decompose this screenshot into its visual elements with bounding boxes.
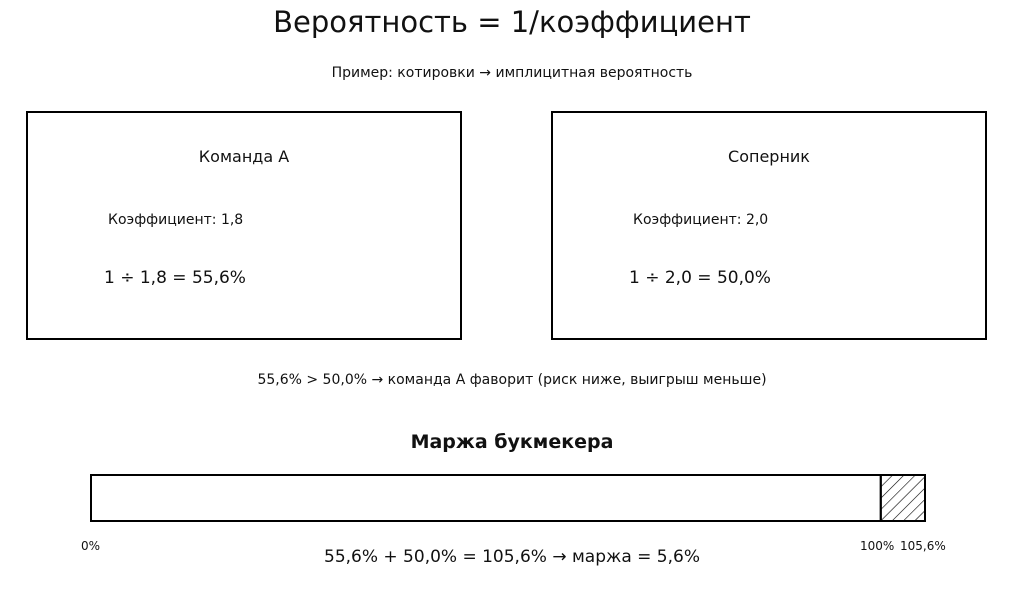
team-a-odds: Коэффициент: 1,8 [108, 212, 244, 228]
team-a-card [26, 111, 462, 340]
margin-formula: 55,6% + 50,0% = 105,6% → маржа = 5,6% [324, 547, 700, 567]
comparison-note: 55,6% > 50,0% → команда А фаворит (риск ниже, выигрыш меньше) [257, 372, 767, 388]
scale-label-total: 105,6% [900, 539, 946, 553]
team-a-name: Команда А [198, 147, 290, 166]
opponent-name: Соперник [728, 147, 810, 166]
scale-label-100: 100% [860, 539, 895, 553]
team-a-probability-calc: 1 ÷ 1,8 = 55,6% [104, 268, 246, 288]
page-title: Вероятность = 1/коэффициент [273, 5, 751, 39]
margin-title: Маржа букмекера [410, 431, 614, 453]
scale-label-0: 0% [81, 539, 101, 553]
opponent-odds: Коэффициент: 2,0 [633, 212, 769, 228]
opponent-probability-calc: 1 ÷ 2,0 = 50,0% [629, 268, 771, 288]
opponent-card [551, 111, 987, 340]
margin-bar [90, 474, 926, 522]
page-subtitle: Пример: котировки → имплицитная вероятность [331, 65, 693, 81]
margin-segment [881, 475, 925, 521]
fair-probability-segment [91, 475, 881, 521]
